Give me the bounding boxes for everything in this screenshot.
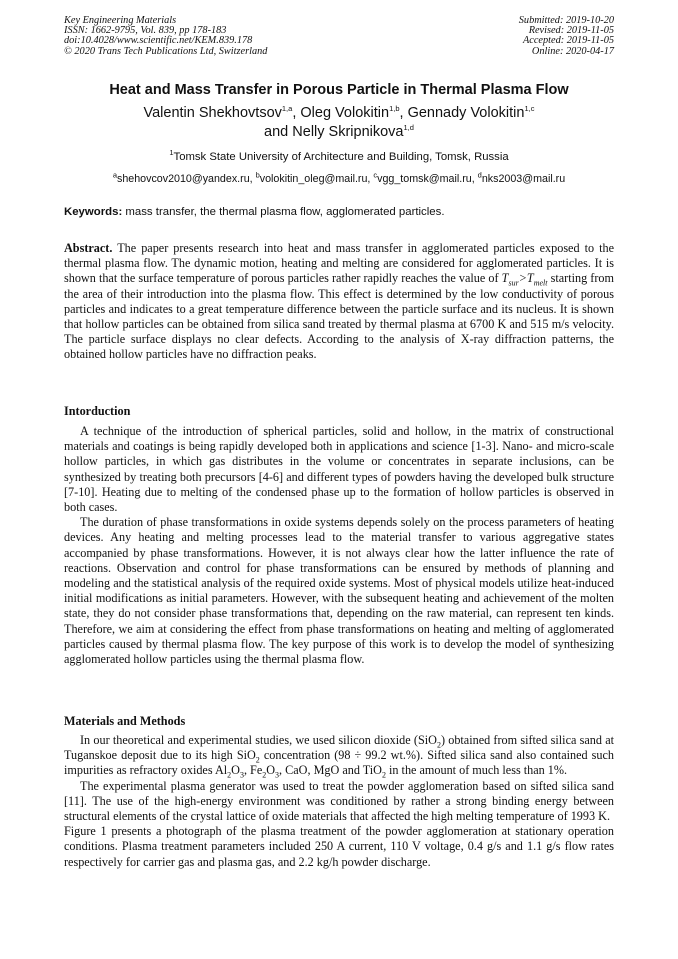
copyright: © 2020 Trans Tech Publications Ltd, Switzerland xyxy=(64,45,268,57)
intro-paragraph-1: A technique of the introduction of spherical particles, solid and hollow, in the matrix of constructional materials and coatings is being rapidly developed both in applications and science [1-3]. Nano- and micro-scale hollow particles, in which gas distributes in the volume or concentrates in separate inclusions, can be synthesized by treating both precursors [4-6] and different types of powders having the developed bulk structure [7-10]. Heating due to melting of the condensed phase up to the formation of hollow particles is observed in both cases. xyxy=(64,424,614,515)
keywords-label: Keywords: xyxy=(64,206,123,218)
subscript: 2 xyxy=(255,755,260,765)
subscript: 3 xyxy=(275,770,280,780)
sur-subscript: sur xyxy=(508,278,519,288)
materials-paragraph-2: The experimental plasma generator was used to treat the powder agglomeration based on sifted silica sand [11]. The use of the high-energy environment was conditioned by rather a strong binding energy between structural elements of the crystal lattice of oxide materials that affected the high melting temperature of 1993 K. xyxy=(64,778,614,824)
email-link: shehovcov2010@yandex.ru, xyxy=(116,173,256,185)
author-name: Nelly Skripnikova xyxy=(292,124,404,140)
author-sup: 1,b xyxy=(389,104,400,114)
email-sup: b xyxy=(255,170,260,180)
abstract xyxy=(64,241,614,363)
subscript: 2 xyxy=(262,770,267,780)
email-link: nks2003@mail.ru xyxy=(481,173,566,185)
subscript: 2 xyxy=(381,770,386,780)
author-sup: 1,d xyxy=(403,123,414,133)
intro-paragraph-2: The duration of phase transformations in oxide systems depends solely on the process parameters of heating devices. Any heating and melting processes lead to the material transfer to various aggregative states accompanied by phase transformations. However, it is not always clear how the latter influence the rate of reactions. Observation and control for phase transformations can be ensured by methods of planning and modeling and the statistical analysis of the required oxide systems. Most of physical models utilize heat-induced initial modifications as initial parameters. However, with the subsequent heating and achievement of the molten state, they do not consider phase transformations that, depending on the raw material, can represent ten kinds. Therefore, we aim at considering the effect from phase transformations on heating and melting of agglomerated particles caused by thermal plasma flow. The key purpose of this work is to develop the model of synthesizing agglomerated hollow particles using the thermal plasma flow. xyxy=(64,515,614,667)
email-list xyxy=(0,170,678,185)
text-run: In our theoretical and experimental studies, we used silicon dioxide (SiO xyxy=(80,733,437,747)
email-sup: a xyxy=(112,170,117,180)
email-sup: d xyxy=(477,170,482,180)
affiliation-text: Tomsk State University of Architecture and Building, Tomsk, Russia xyxy=(173,151,509,163)
author-list xyxy=(0,104,678,142)
gt-symbol: > xyxy=(518,271,527,286)
text-run: O xyxy=(266,763,276,778)
materials-paragraph-3: Figure 1 presents a photograph of the plasma treatment of the powder agglomeration at stationary operation conditions. Plasma treatment parameters included 250 A current, 110 V voltage, 0.4 g/s and 1.1 g/s flow rates respectively for carrier gas and plasma gas, and 2.2 kg/h powder discharge. xyxy=(64,824,614,869)
author-sup: 1,c xyxy=(524,104,535,114)
revised-date: Revised: 2019-11-05 xyxy=(528,25,614,37)
email-link: vgg_tomsk@mail.ru, xyxy=(377,173,478,185)
affiliation-sup: 1 xyxy=(169,148,174,158)
introduction-heading: Intorduction xyxy=(64,404,131,418)
email-sup: c xyxy=(373,170,378,180)
materials-heading: Materials and Methods xyxy=(64,714,186,728)
t-symbol: T xyxy=(526,271,534,286)
subscript: 2 xyxy=(436,740,441,750)
author-separator: , xyxy=(292,105,301,121)
doi: doi:10.4028/www.scientific.net/KEM.839.178 xyxy=(64,35,253,47)
subscript: 3 xyxy=(239,770,244,780)
online-date: Online: 2020-04-17 xyxy=(531,45,614,57)
author-sup: 1,a xyxy=(281,104,293,114)
author-separator: , xyxy=(399,105,408,121)
accepted-date: Accepted: 2019-11-05 xyxy=(522,35,614,47)
author-line-2 xyxy=(0,123,678,142)
issn: ISSN: 1662-9795, Vol. 839, pp 178-183 xyxy=(64,25,227,37)
author-name: Gennady Volokitin xyxy=(407,105,525,121)
author-conjunction: and xyxy=(264,124,293,140)
text-run: in the amount of much less than 1%. xyxy=(385,763,568,778)
journal-name: Key Engineering Materials xyxy=(64,15,177,26)
materials-section xyxy=(64,733,614,870)
text-run: concentration (98 ÷ 99.2 wt.%). Sifted silica sand also contained such impurities as refractory oxides Al xyxy=(64,748,614,778)
affiliation xyxy=(0,148,678,163)
materials-paragraph-1 xyxy=(64,733,614,779)
paper-title: Heat and Mass Transfer in Porous Particle in Thermal Plasma Flow xyxy=(109,82,569,98)
author-name: Valentin Shekhovtsov xyxy=(143,105,282,121)
subscript: 2 xyxy=(227,770,232,780)
submitted-date: Submitted: 2019-10-20 xyxy=(518,15,614,26)
t-symbol: T xyxy=(501,271,509,286)
journal-header-left xyxy=(64,16,267,57)
journal-header-right xyxy=(519,16,614,57)
abstract-text: starting from the area of their introduction into the plasma flow. This effect is determined by the low conductivity of porous particles and indicates to a great temperature difference between the particle surface and its nucleus. It is shown that hollow particles can be obtained from silica sand treated by thermal plasma at 6700 K and 515 m/s velocity. The particle surface displays no clear defects. According to the analysis of X-ray diffraction patterns, the obtained hollow particles have no diffraction peaks. xyxy=(64,271,614,362)
melt-subscript: melt xyxy=(533,278,548,288)
email-link: volokitin_oleg@mail.ru, xyxy=(259,173,374,185)
keywords xyxy=(64,206,624,218)
author-line-1 xyxy=(0,104,678,123)
abstract-paragraph xyxy=(64,241,614,363)
abstract-label: Abstract. xyxy=(64,241,113,255)
text-run: , Fe xyxy=(243,763,263,778)
text-run: O xyxy=(231,763,240,778)
text-run: ) obtained from sifted silica sand at Tuganskoe deposit due to its high SiO xyxy=(64,733,614,763)
t-sur-symbol xyxy=(501,271,548,288)
text-run: , CaO, MgO and TiO xyxy=(279,763,382,778)
keywords-text: mass transfer, the thermal plasma flow, agglomerated particles. xyxy=(122,206,445,218)
abstract-text: The paper presents research into heat and mass transfer in agglomerated particles exposed to the thermal plasma flow. The dynamic motion, heating and melting are considered for agglomerated particles. It is shown that the surface temperature of porous particles rather rapidly reaches the value of xyxy=(64,241,614,286)
author-name: Oleg Volokitin xyxy=(300,105,390,121)
introduction-section xyxy=(64,424,614,667)
